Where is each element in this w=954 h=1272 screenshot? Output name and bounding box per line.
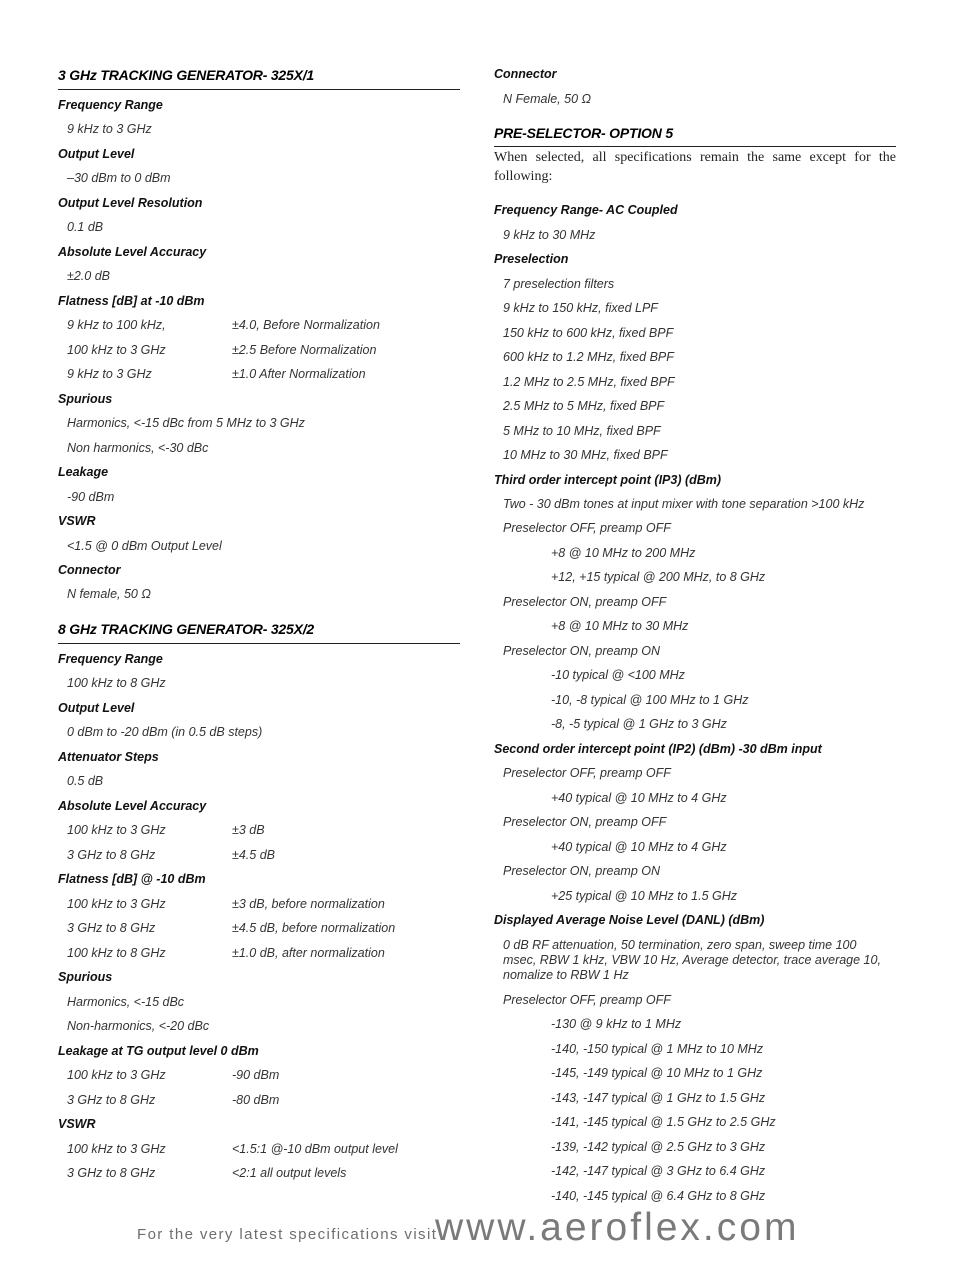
tg2-flatness-range: 100 kHz to 3 GHz bbox=[67, 897, 166, 911]
preselection-item: 150 kHz to 600 kHz, fixed BPF bbox=[503, 326, 674, 340]
preselection-item: 10 MHz to 30 MHz, fixed BPF bbox=[503, 448, 668, 462]
tg2-abs-acc-range: 100 kHz to 3 GHz bbox=[67, 823, 166, 837]
ip2-value: +25 typical @ 10 MHz to 1.5 GHz bbox=[551, 889, 738, 903]
connector-value: N Female, 50 Ω bbox=[503, 92, 592, 106]
tg1-vswr: <1.5 @ 0 dBm Output Level bbox=[67, 539, 222, 553]
ip2-value: +40 typical @ 10 MHz to 4 GHz bbox=[551, 840, 727, 854]
tg2-atten-label: Attenuator Steps bbox=[58, 750, 159, 764]
ip3-value: +8 @ 10 MHz to 200 MHz bbox=[551, 546, 696, 560]
danl-label: Displayed Average Noise Level (DANL) (dBm) bbox=[494, 913, 765, 927]
tg1-frequency-range: 9 kHz to 3 GHz bbox=[67, 122, 152, 136]
tg2-flatness-value: ±4.5 dB, before normalization bbox=[232, 921, 396, 935]
tg1-output-res: 0.1 dB bbox=[67, 220, 104, 234]
danl-config: Preselector OFF, preamp OFF bbox=[503, 993, 671, 1007]
tg1-output-res-label: Output Level Resolution bbox=[58, 196, 203, 210]
ip3-value: -10, -8 typical @ 100 MHz to 1 GHz bbox=[551, 693, 749, 707]
ip3-value: +8 @ 10 MHz to 30 MHz bbox=[551, 619, 689, 633]
tg2-abs-acc-value: ±3 dB bbox=[232, 823, 265, 837]
danl-value: -141, -145 typical @ 1.5 GHz to 2.5 GHz bbox=[551, 1115, 776, 1129]
danl-value: -142, -147 typical @ 3 GHz to 6.4 GHz bbox=[551, 1164, 766, 1178]
tg1-flatness-value: ±1.0 After Normalization bbox=[232, 367, 366, 381]
tg2-frequency-range-label: Frequency Range bbox=[58, 652, 163, 666]
tg2-title-rule bbox=[58, 643, 460, 644]
tg2-flatness-label: Flatness [dB] @ -10 dBm bbox=[58, 872, 206, 886]
tg2-flatness-value: ±3 dB, before normalization bbox=[232, 897, 385, 911]
danl-value: -140, -145 typical @ 6.4 GHz to 8 GHz bbox=[551, 1189, 766, 1203]
tg1-leakage-label: Leakage bbox=[58, 465, 109, 479]
tg1-output-level: –30 dBm to 0 dBm bbox=[67, 171, 171, 185]
tg2-atten: 0.5 dB bbox=[67, 774, 104, 788]
ip2-value: +40 typical @ 10 MHz to 4 GHz bbox=[551, 791, 727, 805]
tg1-abs-acc: ±2.0 dB bbox=[67, 269, 110, 283]
preselector-title-rule bbox=[494, 146, 896, 147]
tg1-flatness-range: 9 kHz to 100 kHz, bbox=[67, 318, 166, 332]
ip3-value: +12, +15 typical @ 200 MHz, to 8 GHz bbox=[551, 570, 766, 584]
preselection-item: 9 kHz to 150 kHz, fixed LPF bbox=[503, 301, 658, 315]
ip3-value: -8, -5 typical @ 1 GHz to 3 GHz bbox=[551, 717, 727, 731]
tg1-spurious-item: Non harmonics, <-30 dBc bbox=[67, 441, 209, 455]
ip2-config: Preselector ON, preamp ON bbox=[503, 864, 660, 878]
preselection-item: 7 preselection filters bbox=[503, 277, 615, 291]
preselection-item: 2.5 MHz to 5 MHz, fixed BPF bbox=[503, 399, 665, 413]
ip3-value: -10 typical @ <100 MHz bbox=[551, 668, 685, 682]
preselection-item: 600 kHz to 1.2 MHz, fixed BPF bbox=[503, 350, 674, 364]
tg2-leakage-range: 100 kHz to 3 GHz bbox=[67, 1068, 166, 1082]
ip2-config: Preselector ON, preamp OFF bbox=[503, 815, 667, 829]
tg1-title-rule bbox=[58, 89, 460, 90]
tg1-leakage: -90 dBm bbox=[67, 490, 115, 504]
tg1-abs-acc-label: Absolute Level Accuracy bbox=[58, 245, 207, 259]
tg2-frequency-range: 100 kHz to 8 GHz bbox=[67, 676, 166, 690]
preselection-item: 1.2 MHz to 2.5 MHz, fixed BPF bbox=[503, 375, 675, 389]
tg1-flatness-range: 9 kHz to 3 GHz bbox=[67, 367, 152, 381]
tg2-spurious-label: Spurious bbox=[58, 970, 113, 984]
tg2-abs-acc-label: Absolute Level Accuracy bbox=[58, 799, 207, 813]
tg2-vswr-range: 3 GHz to 8 GHz bbox=[67, 1166, 156, 1180]
ip3-label: Third order intercept point (IP3) (dBm) bbox=[494, 473, 722, 487]
tg2-spurious-item: Harmonics, <-15 dBc bbox=[67, 995, 185, 1009]
tg1-spurious-item: Harmonics, <-15 dBc from 5 MHz to 3 GHz bbox=[67, 416, 305, 430]
tg1-connector-label: Connector bbox=[58, 563, 121, 577]
tg2-flatness-range: 100 kHz to 8 GHz bbox=[67, 946, 166, 960]
tg1-title: 3 GHz TRACKING GENERATOR- 325X/1 bbox=[58, 67, 315, 83]
tg1-output-level-label: Output Level bbox=[58, 147, 135, 161]
tg2-flatness-range: 3 GHz to 8 GHz bbox=[67, 921, 156, 935]
danl-value: -139, -142 typical @ 2.5 GHz to 3 GHz bbox=[551, 1140, 766, 1154]
tg2-leakage-value: -90 dBm bbox=[232, 1068, 280, 1082]
ip3-config: Preselector ON, preamp ON bbox=[503, 644, 660, 658]
tg1-connector: N female, 50 Ω bbox=[67, 587, 151, 601]
tg2-leakage-value: -80 dBm bbox=[232, 1093, 280, 1107]
tg1-spurious-label: Spurious bbox=[58, 392, 113, 406]
ip3-config: Preselector ON, preamp OFF bbox=[503, 595, 667, 609]
ip2-label: Second order intercept point (IP2) (dBm) -30 dBm input bbox=[494, 742, 822, 756]
tg2-vswr-value: <2:1 all output levels bbox=[232, 1166, 347, 1180]
footer-visit-text: For the very latest specifications visit bbox=[137, 1226, 438, 1243]
danl-value: -143, -147 typical @ 1 GHz to 1.5 GHz bbox=[551, 1091, 766, 1105]
tg2-abs-acc-value: ±4.5 dB bbox=[232, 848, 275, 862]
tg2-spurious-item: Non-harmonics, <-20 dBc bbox=[67, 1019, 210, 1033]
tg2-leakage-label: Leakage at TG output level 0 dBm bbox=[58, 1044, 259, 1058]
tg2-flatness-value: ±1.0 dB, after normalization bbox=[232, 946, 385, 960]
tg2-leakage-range: 3 GHz to 8 GHz bbox=[67, 1093, 156, 1107]
footer-url-link[interactable]: www.aeroflex.com bbox=[435, 1206, 800, 1249]
tg2-vswr-value: <1.5:1 @-10 dBm output level bbox=[232, 1142, 398, 1156]
preselector-title: PRE-SELECTOR- OPTION 5 bbox=[494, 125, 673, 141]
ip2-config: Preselector OFF, preamp OFF bbox=[503, 766, 671, 780]
preselection-item: 5 MHz to 10 MHz, fixed BPF bbox=[503, 424, 661, 438]
preselection-label: Preselection bbox=[494, 252, 569, 266]
freq-ac-label: Frequency Range- AC Coupled bbox=[494, 203, 678, 217]
tg2-title: 8 GHz TRACKING GENERATOR- 325X/2 bbox=[58, 621, 315, 637]
ip3-condition: Two - 30 dBm tones at input mixer with tone separation >100 kHz bbox=[503, 497, 865, 511]
tg2-output-level-label: Output Level bbox=[58, 701, 135, 715]
tg2-vswr-label: VSWR bbox=[58, 1117, 96, 1131]
preselector-intro: When selected, all specifications remain the same except for the following: bbox=[494, 150, 896, 184]
tg1-flatness-value: ±2.5 Before Normalization bbox=[232, 343, 377, 357]
danl-value: -140, -150 typical @ 1 MHz to 10 MHz bbox=[551, 1042, 764, 1056]
tg2-output-level: 0 dBm to -20 dBm (in 0.5 dB steps) bbox=[67, 725, 263, 739]
tg2-abs-acc-range: 3 GHz to 8 GHz bbox=[67, 848, 156, 862]
tg1-flatness-value: ±4.0, Before Normalization bbox=[232, 318, 380, 332]
ip3-config: Preselector OFF, preamp OFF bbox=[503, 521, 671, 535]
tg1-flatness-range: 100 kHz to 3 GHz bbox=[67, 343, 166, 357]
danl-value: -145, -149 typical @ 10 MHz to 1 GHz bbox=[551, 1066, 763, 1080]
danl-condition: 0 dB RF attenuation, 50 termination, zero span, sweep time 100 msec, RBW 1 kHz, VBW 10 Hz, Average detector, trace average 10, nomalize to RBW 1 Hz bbox=[503, 938, 881, 982]
danl-value: -130 @ 9 kHz to 1 MHz bbox=[551, 1017, 682, 1031]
freq-ac-value: 9 kHz to 30 MHz bbox=[503, 228, 596, 242]
tg1-frequency-range-label: Frequency Range bbox=[58, 98, 163, 112]
tg2-vswr-range: 100 kHz to 3 GHz bbox=[67, 1142, 166, 1156]
tg1-flatness-label: Flatness [dB] at -10 dBm bbox=[58, 294, 205, 308]
tg1-vswr-label: VSWR bbox=[58, 514, 96, 528]
connector-label: Connector bbox=[494, 67, 557, 81]
